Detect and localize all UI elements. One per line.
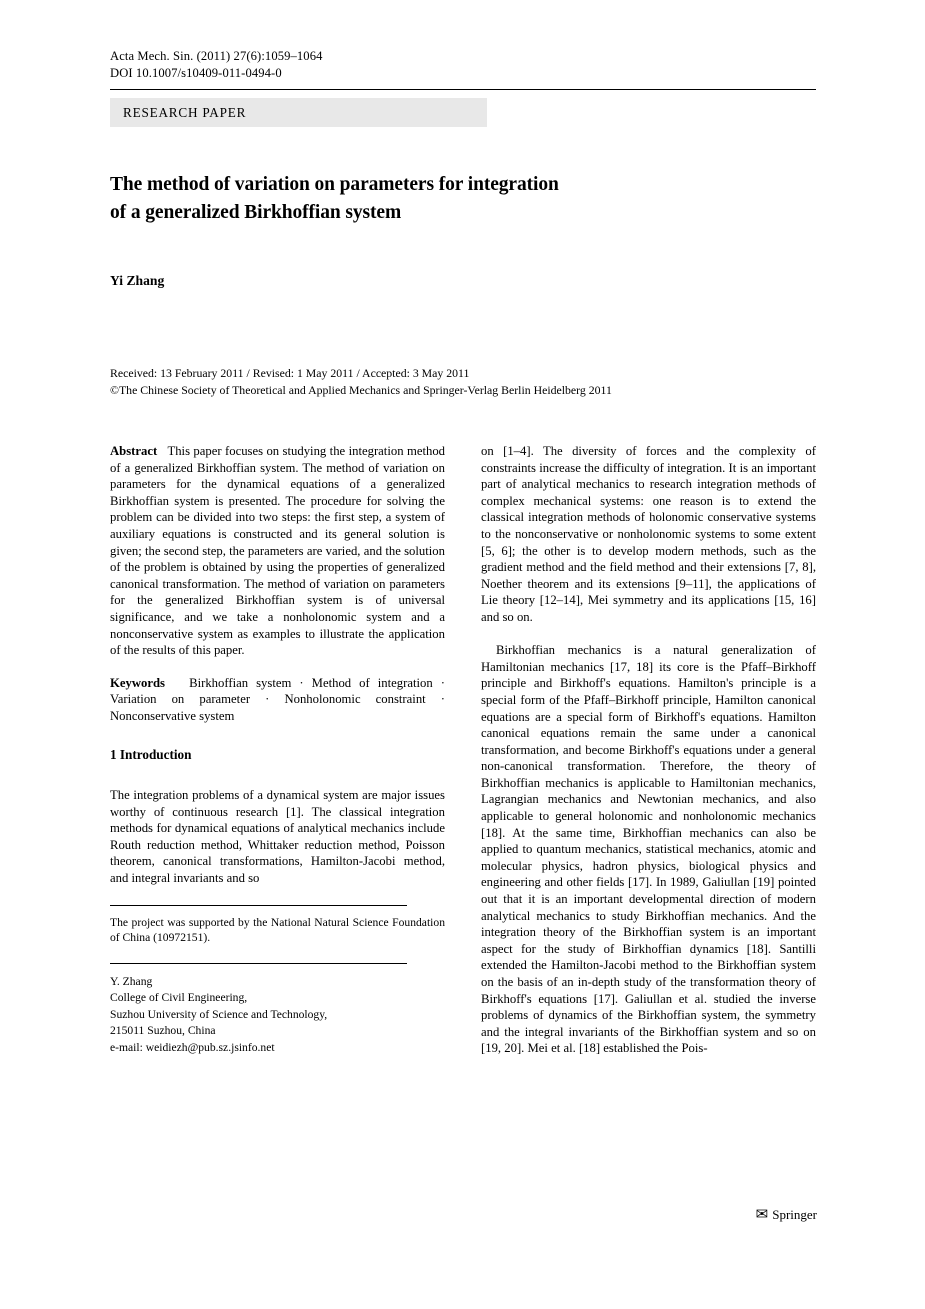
abstract-label: Abstract bbox=[110, 444, 158, 458]
journal-reference bbox=[110, 48, 816, 82]
page-content bbox=[110, 48, 816, 1057]
title-line-1: The method of variation on parameters for integration bbox=[110, 174, 559, 195]
copyright-line: ©The Chinese Society of Theoretical and Applied Mechanics and Springer-Verlag Berlin Heidelberg 2011 bbox=[110, 383, 612, 397]
author-address bbox=[110, 974, 445, 1057]
keywords-paragraph bbox=[110, 675, 445, 725]
author-name: Yi Zhang bbox=[110, 273, 165, 288]
publisher-footer bbox=[756, 1207, 817, 1223]
address-line-4: 215011 Suzhou, China bbox=[110, 1024, 216, 1038]
research-paper-label: RESEARCH PAPER bbox=[123, 104, 247, 120]
left-column bbox=[110, 443, 445, 1057]
publisher-name: Springer bbox=[772, 1207, 817, 1222]
page-title bbox=[110, 171, 816, 227]
received-revised-accepted: Received: 13 February 2011 / Revised: 1 May 2011 / Accepted: 3 May 2011 bbox=[110, 366, 470, 380]
journal-citation: Acta Mech. Sin. (2011) 27(6):1059–1064 bbox=[110, 49, 323, 63]
header-divider bbox=[110, 89, 816, 90]
address-line-1: Y. Zhang bbox=[110, 974, 153, 988]
journal-doi: DOI 10.1007/s10409-011-0494-0 bbox=[110, 66, 282, 80]
funding-footnote: The project was supported by the National Natural Science Foundation of China (10972151). bbox=[110, 915, 445, 945]
keywords-text: Birkhoffian system · Method of integration · Variation on parameter · Nonholonomic constraint · Nonconservative system bbox=[110, 675, 445, 723]
address-email: e-mail: weidiezh@pub.sz.jsinfo.net bbox=[110, 1041, 275, 1055]
introduction-paragraph-1: The integration problems of a dynamical system are major issues worthy of continuous research [1]. The classical integration methods for dynamical equations of analytical mechanics include Routh reduction method, Whittaker reduction method, Poisson theorem, canonical transformations, Hamilton-Jacobi method, and integral invariants and so bbox=[110, 788, 445, 886]
springer-logo-icon: ✉ bbox=[755, 1206, 769, 1223]
title-line-2: of a generalized Birkhoffian system bbox=[110, 202, 402, 223]
abstract-paragraph bbox=[110, 443, 445, 659]
section-heading-introduction: 1 Introduction bbox=[110, 746, 192, 762]
two-column-body bbox=[110, 443, 816, 1057]
address-line-2: College of Civil Engineering, bbox=[110, 991, 248, 1005]
right-paragraph-2: Birkhoffian mechanics is a natural generalization of Hamiltonian mechanics [17, 18] its core is the Pfaff–Birkhoff principle and Birkhoff's equations. Hamilton's principle is a special form of the Pfaff–Birkhoff principle, Hamilton canonical equations are a special form of Birkhoff's equations. Hamilton canonical equations remain the same under a canonical transformation, and become Birkhoff's equations under a general non-canonical transformation. Therefore, the theory of Birkhoffian mechanics is applicable to Hamiltonian mechanics, Lagrangian mechanics and Newtonian mechanics, and also applicable to general holonomic and nonholonomic mechanics [18]. At the same time, Birkhoffian mechanics can also be applied to quantum mechanics, statistical mechanics, atomic and molecular physics, hadron physics, biological physics and engineering and other fields [17]. In 1989, Galiullan [19] pointed out that it is an important developmental direction of modern analytical mechanics to study Birkhoffian mechanics. And the integration theory of the Birkhoffian system is an important aspect for the study of Birkhoffian dynamics [18]. Santilli extended the Hamilton-Jacobi method to the Birkhoffian system on the basis of an in-depth study of the transformation theory of Birkhoff's equations [17]. Galiullan et al. studied the inverse problems of dynamics of the Birkhoffian system, the symmetry and the integral invariants of the Birkhoffian system and so on [19, 20]. Mei et al. [18] established the Pois- bbox=[481, 643, 816, 1056]
right-paragraph-1: on [1–4]. The diversity of forces and the complexity of constraints increase the difficulty of integration. It is an important part of analytical mechanics to research integration methods of complex mechanical systems: one reason is to extend the classical integration methods of holonomic conservative systems to the nonconservative or nonholonomic systems to some extent [5, 6]; the other is to develop modern methods, such as the gradient method and the field method and their extensions [7, 8], Noether theorem and its extensions [9–11], the applications of Lie theory [12–14], Mei symmetry and its applications [15, 16] and so on. bbox=[481, 444, 816, 624]
right-column bbox=[481, 443, 816, 1057]
abstract-text: This paper focuses on studying the integration method of a generalized Birkhoffian system. The method of variation on parameters for the dynamical equations of a generalized Birkhoffian system is presented. The procedure for solving the problem can be divided into two steps: the first step, a system of auxiliary equations is constructed and its general solution is given; the second step, the parameters are varied, and the solution of the problem is obtained by using the properties of generalized canonical transformation. The method of variation on parameters for the generalized Birkhoffian system is of universal significance, and we take a nonholonomic system and a nonconservative system as examples to illustrate the application of the results of this paper. bbox=[110, 444, 446, 658]
address-divider bbox=[110, 963, 407, 964]
publication-dates bbox=[110, 365, 816, 399]
keywords-label: Keywords bbox=[110, 675, 165, 690]
footnote-divider bbox=[110, 905, 407, 906]
address-line-3: Suzhou University of Science and Technology, bbox=[110, 1007, 328, 1021]
research-paper-band bbox=[110, 98, 487, 127]
